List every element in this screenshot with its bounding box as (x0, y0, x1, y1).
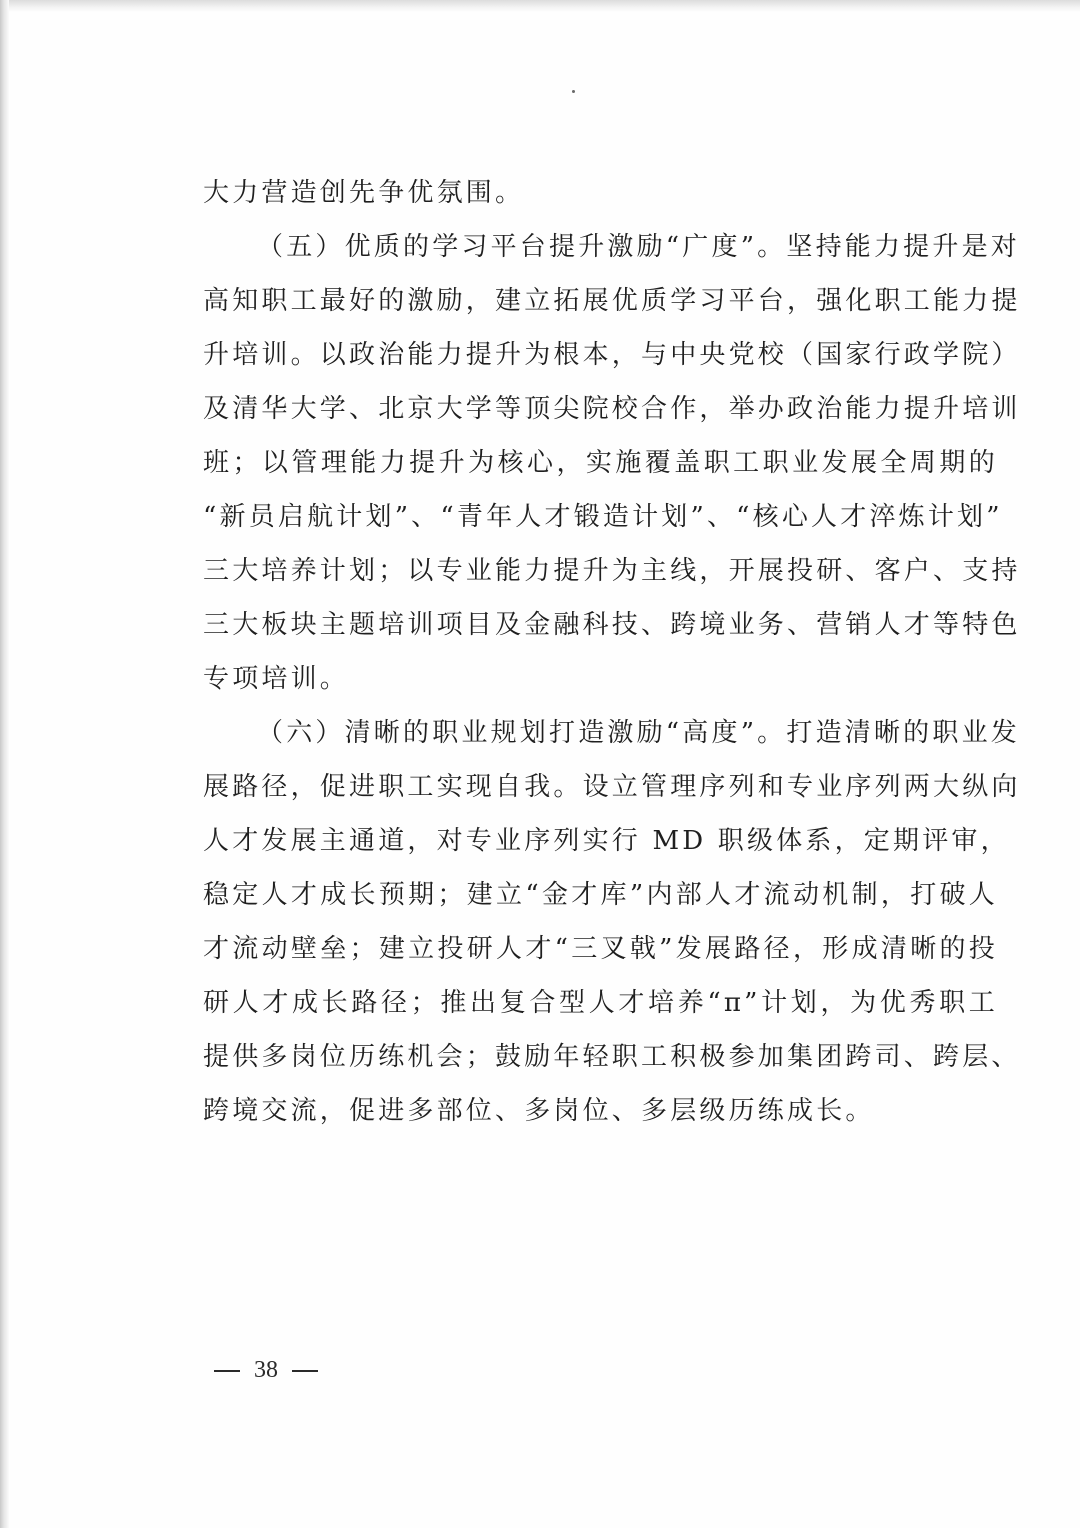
body-line: 大力营造创先争优氛围。 (203, 178, 525, 208)
footer-dash-left (214, 1370, 240, 1372)
page-footer (200, 1350, 400, 1390)
body-line: 展路径，促进职工实现自我。设立管理序列和专业序列两大纵向 (203, 772, 1021, 802)
scan-edge-left (0, 0, 9, 1528)
footer-dash-right (292, 1370, 318, 1372)
section-five-heading-line: （五）优质的学习平台提升激励“广度”。坚持能力提升是对 (257, 232, 1020, 262)
body-line: 升培训。以政治能力提升为根本，与中央党校（国家行政学院） (203, 340, 1021, 370)
body-line: 跨境交流，促进多部位、多岗位、多层级历练成长。 (203, 1096, 875, 1126)
page-number: 38 (254, 1357, 278, 1383)
body-line: 三大板块主题培训项目及金融科技、跨境业务、营销人才等特色 (203, 610, 1021, 640)
scan-speck (572, 90, 575, 93)
body-line: 及清华大学、北京大学等顶尖院校合作，举办政治能力提升培训 (203, 394, 1021, 424)
section-six-heading-line: （六）清晰的职业规划打造激励“高度”。打造清晰的职业发 (257, 718, 1020, 748)
body-line: 稳定人才成长预期；建立“金才库”内部人才流动机制，打破人 (203, 880, 998, 910)
body-line: 三大培养计划；以专业能力提升为主线，开展投研、客户、支持 (203, 556, 1021, 586)
body-line: 才流动壁垒；建立投研人才“三叉戟”发展路径，形成清晰的投 (203, 934, 998, 964)
scan-edge-top (0, 0, 1080, 12)
body-line: 班；以管理能力提升为核心，实施覆盖职工职业发展全周期的 (203, 448, 998, 478)
body-line: “新员启航计划”、“青年人才锻造计划”、“核心人才淬炼计划” (203, 502, 1003, 532)
body-line: 提供多岗位历练机会；鼓励年轻职工积极参加集团跨司、跨层、 (203, 1042, 1021, 1072)
body-line: 专项培训。 (203, 664, 350, 694)
body-line: 研人才成长路径；推出复合型人才培养“π”计划，为优秀职工 (203, 988, 998, 1018)
document-body (203, 166, 1021, 1138)
body-line: 人才发展主通道，对专业序列实行 MD 职级体系，定期评审， (203, 826, 1010, 856)
body-line: 高知职工最好的激励，建立拓展优质学习平台，强化职工能力提 (203, 286, 1021, 316)
